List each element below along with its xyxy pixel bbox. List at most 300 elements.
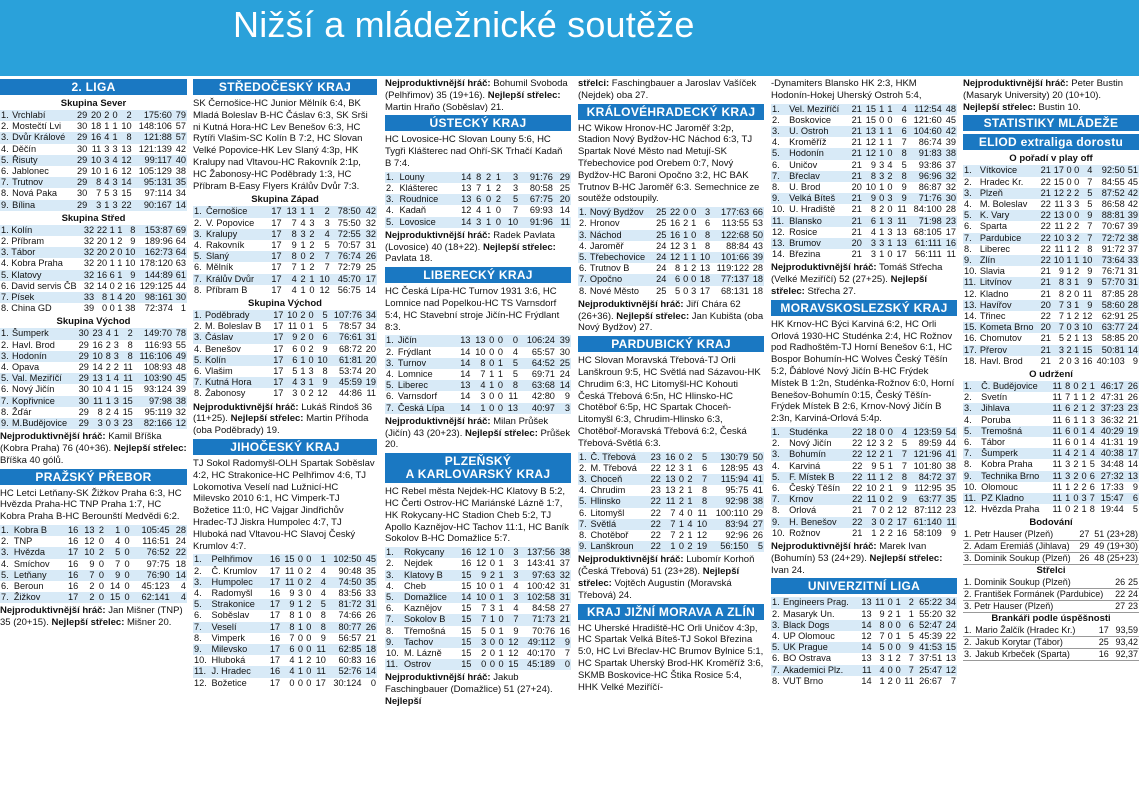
table-cell: 29 — [554, 172, 571, 183]
table-row — [0, 396, 187, 407]
table-cell: 2 — [482, 172, 492, 183]
table-cell: 0 — [1065, 504, 1071, 515]
table-cell: 20 — [125, 292, 136, 303]
table-cell: 8 — [281, 622, 295, 633]
table-cell: 1 — [297, 610, 303, 621]
team-name: Kutná Hora — [204, 377, 270, 388]
table-cell: 8 — [693, 496, 708, 507]
table-row — [0, 247, 187, 258]
team-name: Příbram — [11, 236, 44, 247]
standings-table-univerzitni — [771, 597, 957, 687]
table-cell: 11 — [120, 373, 134, 384]
table-cell: 12 — [476, 558, 487, 569]
table-cell: 1. — [963, 165, 979, 176]
table-cell: 162:73 — [136, 247, 174, 258]
table-cell: 21 — [1040, 266, 1051, 277]
table-cell: 3 — [1079, 493, 1087, 504]
table-cell: 0 — [1074, 210, 1080, 221]
table-cell: 6 — [704, 218, 711, 229]
table-cell: 1 — [1081, 392, 1087, 403]
table-cell: 20 — [88, 110, 102, 121]
table-cell: 17 — [271, 239, 282, 250]
table-cell: 2 — [1088, 403, 1096, 414]
table-cell: 24 — [656, 263, 667, 274]
table-cell: 4 — [476, 205, 482, 216]
standings-table-liberecky — [385, 335, 571, 413]
table-cell: 8. — [194, 632, 202, 643]
table-cell: 5. — [385, 380, 397, 391]
table-cell: 22 — [1040, 210, 1051, 221]
table-cell: 116:93 — [144, 339, 173, 350]
table-cell: 11 — [554, 217, 571, 228]
table-cell: 93:124 — [143, 384, 173, 395]
table-cell: 6 — [112, 166, 118, 177]
table-cell: 0 — [691, 274, 697, 285]
team-name: Kladno — [979, 288, 1009, 299]
table-cell: 0 — [683, 274, 689, 285]
table-cell: 12 — [896, 505, 907, 516]
table-cell: 11. — [963, 493, 980, 504]
table-cell: 25 — [365, 262, 376, 273]
table-cell: 21 — [1040, 333, 1051, 344]
table-cell: 4 — [312, 577, 326, 588]
standings-table-zapad — [193, 206, 377, 296]
section-header-kralovehradecky: KRÁLOVÉHRADECKÝ KRAJ — [578, 104, 764, 120]
table-cell: 0 — [895, 619, 901, 630]
table-cell: 3 — [505, 592, 520, 603]
table-cell: 9 — [284, 332, 298, 343]
table-cell: 8. — [1, 303, 9, 314]
table-cell: 12 — [866, 438, 877, 449]
table-cell: 1. — [0, 110, 11, 121]
group-title-stred: Skupina Střed — [61, 212, 126, 224]
table-cell: 8 — [320, 610, 326, 621]
table-row — [193, 355, 377, 366]
table-cell: 11 — [1054, 243, 1064, 254]
table-cell: 10. — [964, 481, 977, 492]
table-cell: 3 — [683, 240, 689, 251]
table-cell: 5. — [578, 252, 589, 263]
table-cell: 16 — [63, 525, 79, 536]
table-cell: 20 — [96, 247, 108, 258]
table-cell: 4 — [117, 292, 123, 303]
team-name: Choceň — [590, 474, 648, 485]
table-cell: 3 — [298, 229, 307, 240]
table-row — [578, 274, 764, 285]
table-cell: 14 — [861, 675, 872, 686]
table-cell: 7 — [481, 603, 487, 614]
table-cell: 43 — [752, 462, 763, 473]
table-cell: 81:72 — [327, 599, 363, 610]
table-cell: 30 — [175, 292, 186, 303]
team-name: Trutnov B — [589, 263, 630, 274]
moravskoslezsky-results: HK Krnov-HC Býci Karviná 6:2, HC Orli Orlová 1930-HC Studénka 2:4, HC Rožnov pod Radhoštěm-TJ Horní Benešov 6:1, HC Bospor Bohumín-HC Wolves Český Těšín 5:2, Ďáblové Nový Jičín B-HC Frýdek Místek B 1:2n, Studénka-Rožnov 6:0, Horní Benešov-Bohumín 0:15, Český Těšín-Frýdek Místek B 2:6, Krnov-Nový Jičín B 2:3n, Karviná-Orlová 5:4p. — [771, 318, 955, 425]
table-cell: 2 — [879, 483, 885, 494]
table-cell: 9 — [950, 527, 956, 538]
table-cell: 1 — [662, 541, 677, 552]
table-cell: 15 — [281, 554, 295, 565]
table-cell: 29 — [752, 507, 763, 518]
table-cell: 4. — [1, 258, 9, 269]
table-cell: 4 — [315, 229, 330, 240]
table-cell: 51 — [1127, 165, 1138, 176]
table-cell: 21 — [851, 226, 862, 237]
table-cell: 13 — [665, 485, 676, 496]
table-cell: 2 — [1081, 481, 1087, 492]
section-header-2-liga: 2. LIGA — [0, 79, 187, 95]
table-cell: 7 — [871, 505, 877, 516]
table-cell: 17 — [269, 565, 281, 576]
table-cell: 2 — [685, 541, 694, 552]
team-name: Žabonosy — [205, 388, 246, 399]
table-cell: 4 — [894, 104, 908, 115]
table-cell: 13 — [1053, 210, 1064, 221]
table-cell: 2. — [386, 346, 394, 357]
table-cell: 8 — [88, 177, 102, 188]
table-cell: 2 — [879, 204, 885, 215]
table-cell: 22 — [1040, 243, 1051, 254]
team-name: Varnsdorf — [397, 391, 438, 402]
team-name: Engineers Prag. — [782, 597, 859, 608]
table-row — [193, 644, 377, 655]
table-cell: 77:137 — [711, 274, 750, 285]
table-cell: 2. — [964, 392, 972, 403]
table-cell: 19 — [1127, 437, 1138, 448]
table-cell: 14 — [1127, 459, 1138, 470]
table-cell: 6 — [281, 644, 295, 655]
team-name: Poruba — [981, 414, 1011, 425]
table-cell: 14 — [456, 403, 471, 414]
table-cell: 45:70 — [331, 274, 362, 285]
table-row — [193, 610, 377, 621]
team-name: Příbram B — [206, 284, 248, 295]
table-cell: 6. — [1, 280, 9, 291]
team-name: UK Prague — [782, 642, 859, 653]
table-cell: 1 — [498, 580, 504, 591]
table-cell: 4 — [1089, 437, 1095, 448]
table-cell: 0 — [105, 418, 111, 429]
team-name: Lanškroun — [590, 541, 648, 552]
table-cell: 13 — [863, 126, 877, 137]
table-cell: 6 — [1089, 481, 1095, 492]
table-cell: 20 — [851, 182, 862, 193]
team-name: Hvězda — [13, 547, 63, 558]
table-cell: 0 — [489, 580, 495, 591]
table-cell: 3 — [879, 653, 885, 664]
table-cell: 1 — [1088, 381, 1096, 392]
table-cell: 7 — [289, 632, 295, 643]
table-row — [385, 403, 571, 414]
table-cell: 1. — [771, 597, 782, 608]
table-cell: 5 — [504, 358, 519, 369]
table-cell: 24 — [654, 274, 668, 285]
table-row — [385, 347, 571, 358]
table-cell: 1 — [300, 239, 306, 250]
team-name: Vel. Meziříčí — [788, 104, 848, 115]
table-cell: 16 — [458, 547, 473, 558]
table-cell: 0 — [304, 644, 312, 655]
table-cell: 38 — [945, 460, 956, 471]
table-cell: 3 — [870, 249, 877, 260]
table-cell: 6 — [701, 462, 708, 473]
table-cell: 28 — [171, 525, 187, 536]
table-cell: 1 — [1074, 333, 1080, 344]
table-cell: 5. — [0, 155, 11, 166]
table-cell: 22 — [1040, 199, 1051, 209]
table-cell: 65:22 — [915, 597, 943, 608]
section-header-ustecky: ÚSTECKÝ KRAJ — [385, 115, 571, 131]
team-name: Hluboká — [211, 655, 246, 666]
table-cell: 1 — [109, 224, 115, 235]
team-name: Plzeň — [979, 188, 1039, 199]
table-cell: 7 — [662, 519, 677, 530]
team-name: Lomnice — [397, 368, 433, 379]
table-cell: 0 — [472, 659, 487, 670]
table-cell: 30 — [77, 188, 88, 199]
table-cell: 13 — [471, 335, 486, 346]
table-cell: 24 — [1127, 322, 1138, 333]
table-cell: 0 — [495, 403, 504, 414]
table-cell: 93:86 — [918, 159, 942, 170]
table-cell: 5 — [512, 368, 518, 379]
table-cell: 3 — [113, 418, 119, 429]
table-cell: 3 — [113, 395, 119, 406]
table-row — [0, 166, 187, 177]
table-cell: 14. — [772, 249, 785, 260]
table-cell: 41 — [749, 474, 764, 485]
table-cell: 16 — [559, 625, 570, 636]
table-cell: 2 — [113, 362, 119, 373]
table-cell: 1 — [298, 206, 307, 217]
table-cell: 10. — [772, 527, 785, 538]
table-cell: 61 — [175, 269, 186, 280]
kralovehradecky-results: HC Wikow Hronov-HC Jaroměř 3:2p, Stadion Nový Bydžov-HC Náchod 6:3, TJ Spartak Nové Město nad Metují-SK Třebechovice pod Orebem 0:7, Nový Bydžov-HC Baroni Opočno 3:2, HC BAK Trutnov B-HC Jaroměř 6:3. Semechnice ze soutěže odstoupily. — [578, 122, 760, 205]
table-cell: 5. — [0, 570, 13, 581]
table-cell: 1 — [1066, 311, 1072, 322]
team-name: Louny — [398, 172, 455, 183]
table-cell: 16 — [92, 339, 103, 350]
table-cell: 21 — [851, 249, 862, 260]
team-name: Náchod — [589, 230, 654, 241]
table-row — [963, 233, 1139, 244]
team-name: Vlašim — [205, 366, 233, 377]
table-cell: 3 — [678, 462, 684, 473]
table-cell: 18. — [964, 355, 977, 366]
table-cell: 1. — [771, 427, 788, 438]
section-header-univerzitni: UNIVERZITNÍ LIGA — [771, 578, 957, 594]
table-cell: 17 — [271, 217, 282, 228]
table-cell: 22 — [119, 200, 133, 211]
team-name: Kobra B — [13, 525, 63, 536]
standings-table-playoff — [963, 165, 1139, 367]
team-name: K. Vary — [979, 210, 1039, 221]
team-name: M. Lázně — [403, 648, 442, 658]
table-cell: 1 — [1065, 481, 1071, 492]
table-row — [193, 218, 377, 229]
page-banner — [0, 0, 1139, 76]
team-name: TNP — [13, 536, 33, 547]
table-cell: 9 — [130, 236, 136, 247]
team-name: Studénka — [788, 427, 849, 438]
team-name: Klatovy — [10, 270, 82, 281]
table-cell: 57:70 — [1093, 277, 1125, 288]
table-cell: 83:56 — [338, 588, 362, 598]
table-cell: 42 — [362, 206, 377, 217]
table-cell: 6. — [772, 159, 780, 170]
table-cell: 15 — [865, 114, 877, 125]
table-cell: 116:106 — [134, 351, 173, 362]
table-cell: 1 — [312, 554, 326, 565]
table-cell: 1 — [887, 653, 893, 664]
team-name: Boskovice — [789, 114, 832, 125]
table-cell: 21 — [1040, 277, 1051, 288]
table-cell: 14. — [964, 311, 977, 322]
table-cell: 9 — [871, 460, 877, 471]
table-cell: 25 — [556, 358, 571, 369]
table-cell: 11 — [366, 388, 376, 399]
table-cell: 6 — [901, 114, 907, 125]
table-cell: 7 — [1087, 176, 1093, 187]
team-name: Hvězda Praha — [981, 504, 1040, 515]
table-cell: 37 — [945, 159, 956, 170]
table-row — [578, 218, 764, 229]
table-cell: 3. — [578, 474, 590, 485]
table-cell: 70:57 — [337, 239, 361, 250]
table-cell: 0 — [887, 597, 893, 608]
table-cell: 13. — [771, 238, 788, 249]
table-cell: 11 — [873, 597, 886, 608]
table-cell: 10 — [1053, 255, 1064, 266]
table-cell: 38 — [1127, 232, 1138, 243]
table-cell: 6. — [194, 262, 202, 273]
table-cell: 17 — [269, 610, 281, 621]
section-header-moravskoslezsky: MORAVSKOSLEZSKÝ KRAJ — [771, 300, 957, 316]
table-cell: 0 — [496, 637, 505, 648]
table-cell: 23 — [1127, 601, 1138, 612]
table-cell: 2 — [308, 388, 314, 399]
table-cell: 0 — [98, 558, 104, 569]
table-row — [963, 210, 1139, 221]
team-name: Pelhřimov — [210, 554, 266, 565]
table-cell: 22 — [849, 517, 863, 528]
table-cell: 18 — [863, 427, 877, 438]
strelci-title: Střelci — [1036, 565, 1066, 577]
table-cell: 2 — [1074, 266, 1080, 277]
table-cell: 9 — [472, 570, 487, 581]
table-cell: 8 — [504, 380, 519, 391]
team-name: Uničov — [789, 159, 818, 170]
table-cell: 6. — [1, 581, 9, 592]
table-cell: 62:91 — [1101, 311, 1125, 322]
team-name: Šumperk — [980, 448, 1050, 459]
table-cell: 0 — [495, 205, 502, 216]
table-cell: 2 — [307, 251, 316, 262]
table-cell: 21 — [851, 114, 862, 125]
table-cell: 13 — [79, 525, 95, 536]
table-cell: 5. — [193, 599, 210, 610]
table-cell: 23 — [945, 505, 956, 516]
table-cell: 16 — [269, 588, 281, 598]
table-cell: 4 — [320, 588, 326, 598]
table-row — [771, 676, 957, 687]
table-cell: 4. — [194, 239, 202, 250]
team-name: Dvůr Králové — [11, 132, 74, 143]
table-cell: 0 — [496, 659, 505, 670]
team-name: Světlá — [590, 519, 648, 530]
table-cell: 25 — [656, 218, 667, 229]
table-row — [771, 427, 957, 438]
table-cell: 9. — [963, 471, 980, 482]
table-cell: 0 — [124, 558, 130, 569]
table-cell: 3 — [513, 558, 519, 569]
table-cell: 4 — [513, 580, 519, 591]
table-cell: 24 — [654, 252, 668, 263]
table-row — [963, 289, 1139, 300]
player-name: Petr Hauser (Plzeň) — [973, 529, 1078, 541]
table-cell: 21 — [1040, 288, 1051, 299]
table-cell: 2 — [120, 328, 134, 339]
table-cell: 1 — [887, 483, 893, 494]
stredocesky-note: Nejproduktivnější hráč: Lukáš Rindoš 36 (11+25). Nejlepší střelec: Martin Příhoda (oba Poděbrady) 19. — [193, 401, 373, 437]
table-cell: 128:95 — [720, 462, 749, 473]
table-cell: 11 — [123, 362, 133, 373]
table-cell: 2 — [105, 339, 111, 350]
table-cell: 4 — [281, 666, 295, 677]
table-cell: 2 — [1066, 344, 1072, 355]
table-cell: 25 — [1096, 637, 1110, 649]
table-cell: 5 — [1080, 188, 1093, 199]
jihocesky-results: TJ Sokol Radomyšl-OLH Spartak Soběslav 4:2, HC Strakonice-HC Pelhřimov 4:6, TJ Lokomotiva Veselí nad Lužnicí-HC Milevsko 2010 6:1, HC Vimperk-TJ Božetice 11:0, HC Vajgar Jindřichův Hradec-TJ Jiskra Humpolec 4:7, TJ Hluboká nad Vltavou-HC Slavoj Český Krumlov 4:7. — [193, 458, 375, 552]
table-cell: 4. — [1, 558, 9, 569]
table-cell: 0 — [496, 614, 505, 625]
table-cell: 8 — [105, 350, 111, 361]
team-name: Hlinsko — [590, 496, 648, 507]
table-cell: 3 — [1063, 471, 1071, 482]
table-row — [963, 426, 1139, 437]
team-name: Bohumín — [788, 449, 849, 460]
table-cell: 39 — [83, 303, 95, 314]
table-cell: 2. — [964, 176, 972, 187]
column-6 — [963, 78, 1139, 789]
table-cell: 7. — [385, 403, 397, 414]
table-cell: 4. — [194, 588, 202, 598]
table-cell: 10. — [772, 204, 785, 215]
table-cell: 1 — [1079, 403, 1087, 414]
team-name: F. Místek B — [788, 472, 849, 483]
table-cell: 17 — [699, 285, 711, 296]
table-cell: 11. — [385, 659, 403, 670]
table-cell: 2 — [685, 452, 694, 463]
table-row — [0, 258, 187, 269]
table-row — [578, 286, 764, 297]
team-name: Roudnice — [398, 194, 455, 205]
table-cell: 121:60 — [913, 114, 942, 125]
table-cell: 0 — [306, 632, 312, 643]
table-cell: 0 — [1071, 381, 1079, 392]
table-cell: 7. — [578, 519, 590, 530]
table-cell: 15 — [120, 396, 134, 407]
table-cell: 0 — [887, 204, 893, 215]
table-cell: 21 — [1127, 414, 1138, 425]
table-cell: 0 — [96, 592, 105, 603]
table-cell: 4 — [115, 536, 121, 547]
table-cell: 0 — [489, 346, 495, 357]
table-cell: 17 — [1096, 625, 1110, 637]
table-cell: 143:41 — [526, 558, 556, 569]
table-cell: 11 — [281, 577, 295, 588]
table-cell: 3 — [309, 217, 315, 228]
table-cell: 38 — [749, 496, 764, 507]
